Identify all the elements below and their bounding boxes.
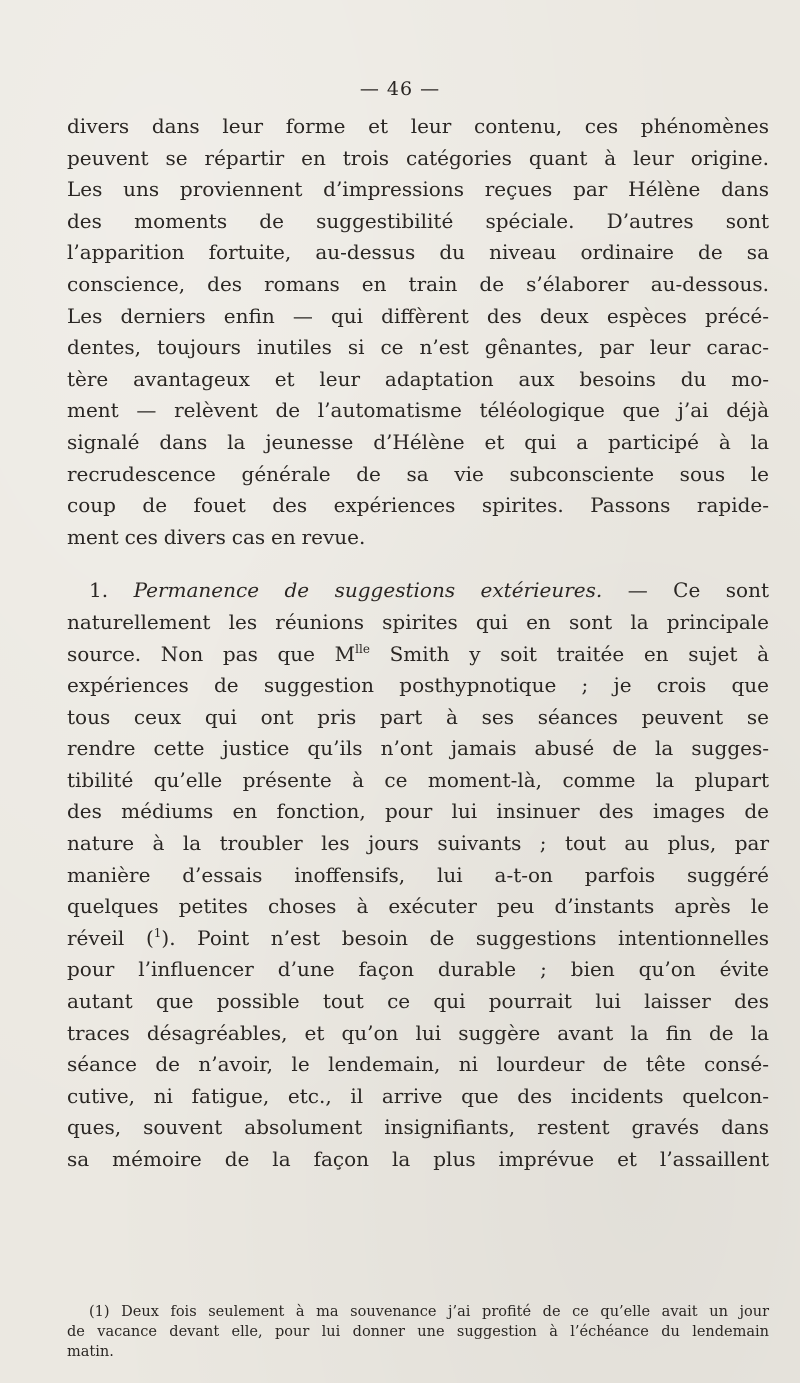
- text-line: [67, 923, 769, 955]
- footnote-reference[interactable]: 1: [153, 925, 162, 940]
- text-line: ment ces divers cas en revue.: [67, 524, 366, 549]
- paragraph-1: [67, 111, 769, 553]
- footnote-mark: (1): [89, 1304, 110, 1320]
- text-fragment: source. Non pas que M: [67, 641, 356, 666]
- paragraph-2: [67, 575, 769, 1175]
- text-line: Les derniers enfin — qui diffèrent des deux espèces précé-: [67, 303, 769, 328]
- text-line: ques, souvent absolument insignifiants, restent gravés dans: [67, 1115, 769, 1140]
- text-line: conscience, des romans en train de s’élaborer au-dessous.: [67, 271, 769, 296]
- footnote: [67, 1302, 769, 1362]
- paragraph-gap: [67, 553, 769, 575]
- section-heading: Permanence de suggestions extérieures.: [133, 578, 603, 603]
- text-line: nature à la troubler les jours suivants ; tout au plus, par: [67, 831, 769, 856]
- text-line: traces désagréables, et qu’on lui suggère avant la fin de la: [67, 1020, 769, 1045]
- text-line: l’apparition fortuite, au-dessus du niveau ordinaire de sa: [67, 240, 769, 265]
- text-line: manière d’essais inoffensifs, lui a-t-on parfois suggéré: [67, 862, 769, 887]
- text-line: Les uns proviennent d’impressions reçues par Hélène dans: [67, 177, 769, 202]
- text-line: signalé dans la jeunesse d’Hélène et qui a participé à la: [67, 429, 769, 454]
- footnote-line: [67, 1302, 769, 1322]
- text-line: tère avantageux et leur adaptation aux besoins du mo-: [67, 366, 769, 391]
- text-line: tibilité qu’elle présente à ce moment-là, comme la plupart: [67, 767, 769, 792]
- section-heading-tail: — Ce sont: [602, 578, 769, 603]
- footnote-text: Deux fois seulement à ma souvenance j’ai profité de ce qu’elle avait un jour: [109, 1304, 769, 1320]
- footnote-line: matin.: [67, 1344, 114, 1360]
- text-line: séance de n’avoir, le lendemain, ni lourdeur de tête consé-: [67, 1052, 769, 1077]
- text-line: des moments de suggestibilité spéciale. D’autres sont: [67, 208, 769, 233]
- text-line: quelques petites choses à exécuter peu d’instants après le: [67, 894, 769, 919]
- footnote-line: de vacance devant elle, pour lui donner une suggestion à l’échéance du lendemain: [67, 1324, 769, 1340]
- text-line: rendre cette justice qu’ils n’ont jamais abusé de la sugges-: [67, 736, 769, 761]
- section-heading-line: [67, 575, 769, 607]
- text-line: divers dans leur forme et leur contenu, ces phénomènes: [67, 114, 769, 138]
- text-line: autant que possible tout ce qui pourrait lui laisser des: [67, 989, 769, 1014]
- text-line: cutive, ni fatigue, etc., il arrive que des incidents quelcon-: [67, 1083, 769, 1108]
- text-line: sa mémoire de la façon la plus imprévue et l’assaillent: [67, 1147, 769, 1171]
- text-line: des médiums en fonction, pour lui insinuer des images de: [67, 799, 769, 824]
- text-line: [67, 639, 769, 671]
- text-fragment: réveil (: [67, 925, 154, 950]
- text-line: pour l’influencer d’une façon durable ; bien qu’on évite: [67, 957, 769, 982]
- text-line: peuvent se répartir en trois catégories quant à leur origine.: [67, 145, 769, 170]
- text-line: tous ceux qui ont pris part à ses séances peuvent se: [67, 704, 769, 729]
- text-fragment: ). Point n’est besoin de suggestions intentionnelles: [161, 925, 769, 950]
- superscript: lle: [355, 641, 370, 656]
- body-text: [67, 111, 769, 1176]
- text-line: naturellement les réunions spirites qui en sont la principale: [67, 609, 769, 634]
- text-fragment: Smith y soit traitée en sujet à: [369, 641, 769, 666]
- text-line: expériences de suggestion posthypnotique ; je crois que: [67, 673, 769, 698]
- section-number: 1.: [89, 578, 109, 603]
- text-line: ment — relèvent de l’automatisme téléologique que j’ai déjà: [67, 398, 769, 423]
- text-line: coup de fouet des expériences spirites. Passons rapide-: [67, 493, 769, 518]
- text-line: dentes, toujours inutiles si ce n’est gênantes, par leur carac-: [67, 335, 769, 360]
- page-number: — 46 —: [359, 78, 441, 100]
- text-line: recrudescence générale de sa vie subconsciente sous le: [67, 461, 769, 486]
